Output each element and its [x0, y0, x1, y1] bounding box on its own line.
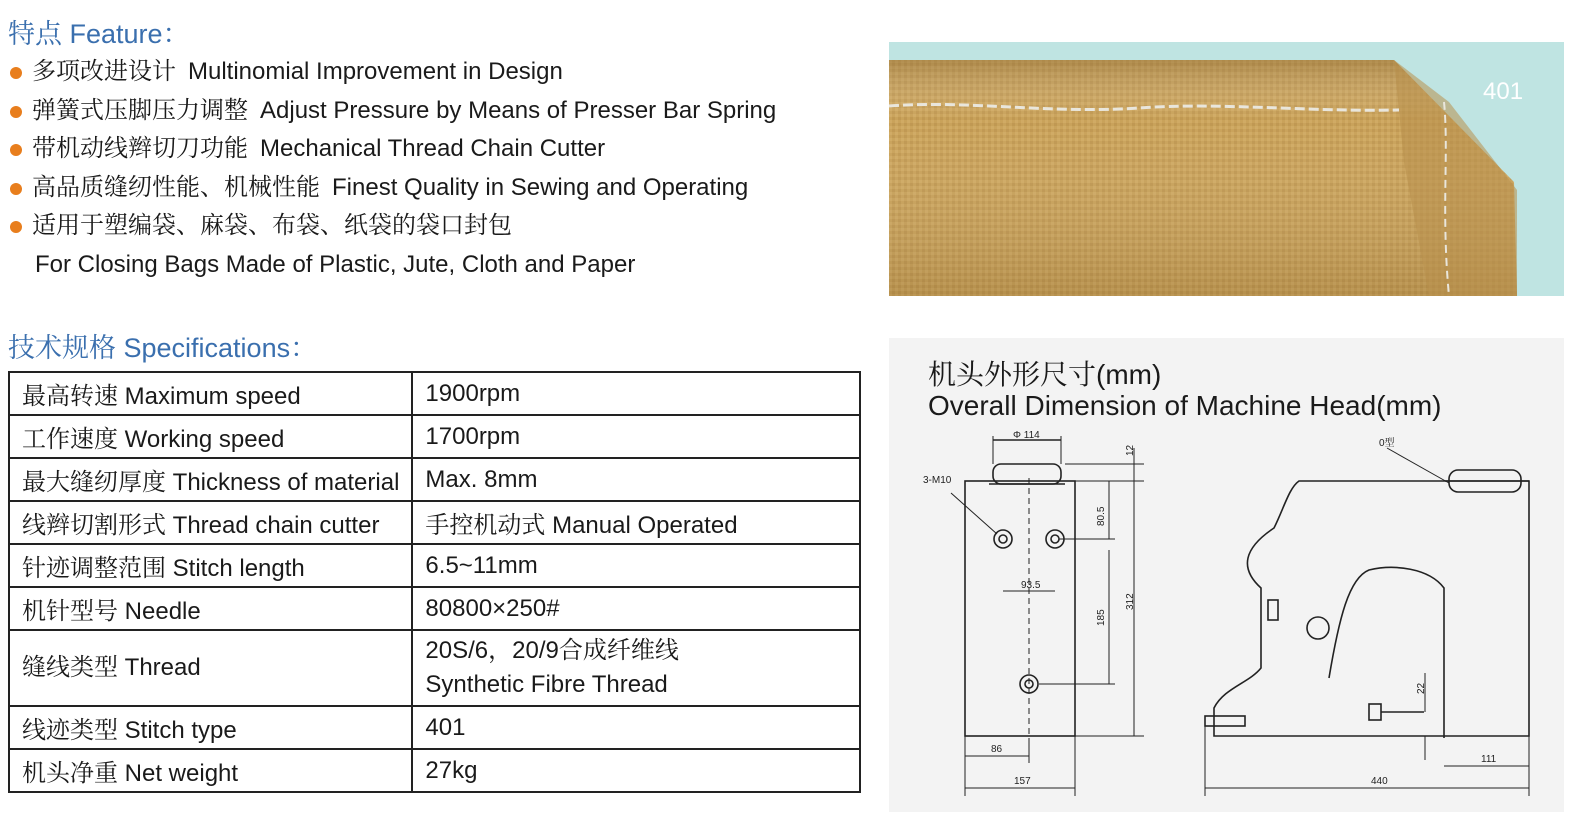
- spec-value: [412, 630, 860, 706]
- feature-en: Finest Quality in Sewing and Operating: [332, 173, 749, 201]
- feature-en: Adjust Pressure by Means of Presser Bar Spring: [260, 96, 777, 124]
- stitch-sample-photo: [889, 42, 1564, 296]
- spec-label: 针迹调整范围 Stitch length: [9, 544, 412, 587]
- dim-185: 185: [1096, 609, 1107, 626]
- dim-157: 157: [1014, 776, 1031, 787]
- table-row: [9, 749, 860, 792]
- bullet-dot-icon: [10, 221, 22, 233]
- dim-440: 440: [1371, 776, 1388, 787]
- feature-continuation: For Closing Bags Made of Plastic, Jute, Cloth and Paper: [35, 250, 636, 278]
- dim-o-type: 0型: [1379, 438, 1395, 449]
- features-heading: 特点 Feature：: [8, 19, 190, 49]
- dim-86: 86: [991, 744, 1003, 755]
- spec-value: 401: [412, 706, 860, 749]
- table-row: [9, 415, 860, 458]
- spec-value: Max. 8mm: [412, 458, 860, 501]
- spec-value: 手控机动式 Manual Operated: [412, 501, 860, 544]
- spec-table: [8, 371, 861, 793]
- feature-en: Mechanical Thread Chain Cutter: [260, 135, 606, 162]
- spec-value-line: 20S/6，20/9合成纤维线: [425, 637, 679, 664]
- specs-heading: 技术规格 Specifications：: [8, 333, 318, 363]
- dimension-title-cn: 机头外形尺寸(mm): [928, 359, 1162, 390]
- spec-value: 80800×250#: [412, 587, 860, 630]
- stitch-type-label: 401: [1483, 78, 1524, 105]
- dim-22: 22: [1416, 682, 1427, 694]
- feature-cn: 适用于塑编袋、麻袋、布袋、纸袋的袋口封包: [32, 212, 512, 239]
- spec-value: 27kg: [412, 749, 860, 792]
- features-list: [8, 56, 776, 287]
- dim-312: 312: [1125, 593, 1136, 610]
- spec-value: 1900rpm: [412, 372, 860, 415]
- spec-label: 线辫切割形式 Thread chain cutter: [9, 501, 412, 544]
- feature-en: Multinomial Improvement in Design: [188, 58, 563, 85]
- dim-80-5: 80.5: [1096, 506, 1107, 526]
- spec-value: 6.5~11mm: [412, 544, 860, 587]
- table-row: [9, 458, 860, 501]
- feature-cn: 弹簧式压脚压力调整: [32, 96, 248, 124]
- dim-111: 111: [1481, 754, 1497, 765]
- table-row: [9, 706, 860, 749]
- bullet-dot-icon: [10, 106, 22, 118]
- spec-label: 最大缝纫厚度 Thickness of material: [9, 458, 412, 501]
- table-row: [9, 372, 860, 415]
- feature-cn: 带机动线辫切刀功能: [32, 135, 248, 162]
- dim-93-5: 93.5: [1021, 580, 1041, 591]
- machine-head-drawing: [889, 338, 1564, 812]
- spec-value: 1700rpm: [412, 415, 860, 458]
- table-row: [9, 587, 860, 630]
- front-view-body: [965, 481, 1075, 736]
- bullet-dot-icon: [10, 144, 22, 156]
- feature-item: [8, 172, 776, 211]
- feature-item: [8, 95, 776, 134]
- feature-item: [8, 210, 776, 249]
- spec-label: 机针型号 Needle: [9, 587, 412, 630]
- feature-item: [8, 133, 776, 172]
- feature-cn: 多项改进设计: [32, 58, 176, 85]
- spec-label: 缝线类型 Thread: [9, 630, 412, 706]
- table-row: [9, 630, 860, 706]
- feature-cn: 高品质缝纫性能、机械性能: [32, 173, 320, 201]
- dim-phi114: Φ 114: [1013, 430, 1040, 441]
- spec-label: 机头净重 Net weight: [9, 749, 412, 792]
- table-row: [9, 501, 860, 544]
- fabric-illustration: [889, 42, 1564, 296]
- spec-label: 最高转速 Maximum speed: [9, 372, 412, 415]
- spec-label: 工作速度 Working speed: [9, 415, 412, 458]
- side-view-body: [1214, 481, 1529, 736]
- table-row: [9, 544, 860, 587]
- feature-item: [8, 56, 776, 95]
- dimension-title-en: Overall Dimension of Machine Head(mm): [928, 390, 1442, 421]
- bullet-dot-icon: [10, 183, 22, 195]
- spec-label: 线迹类型 Stitch type: [9, 706, 412, 749]
- bullet-dot-icon: [10, 67, 22, 79]
- dim-m10: 3-M10: [923, 475, 952, 486]
- spec-value-line: Synthetic Fibre Thread: [425, 671, 668, 698]
- dim-12: 12: [1125, 444, 1136, 456]
